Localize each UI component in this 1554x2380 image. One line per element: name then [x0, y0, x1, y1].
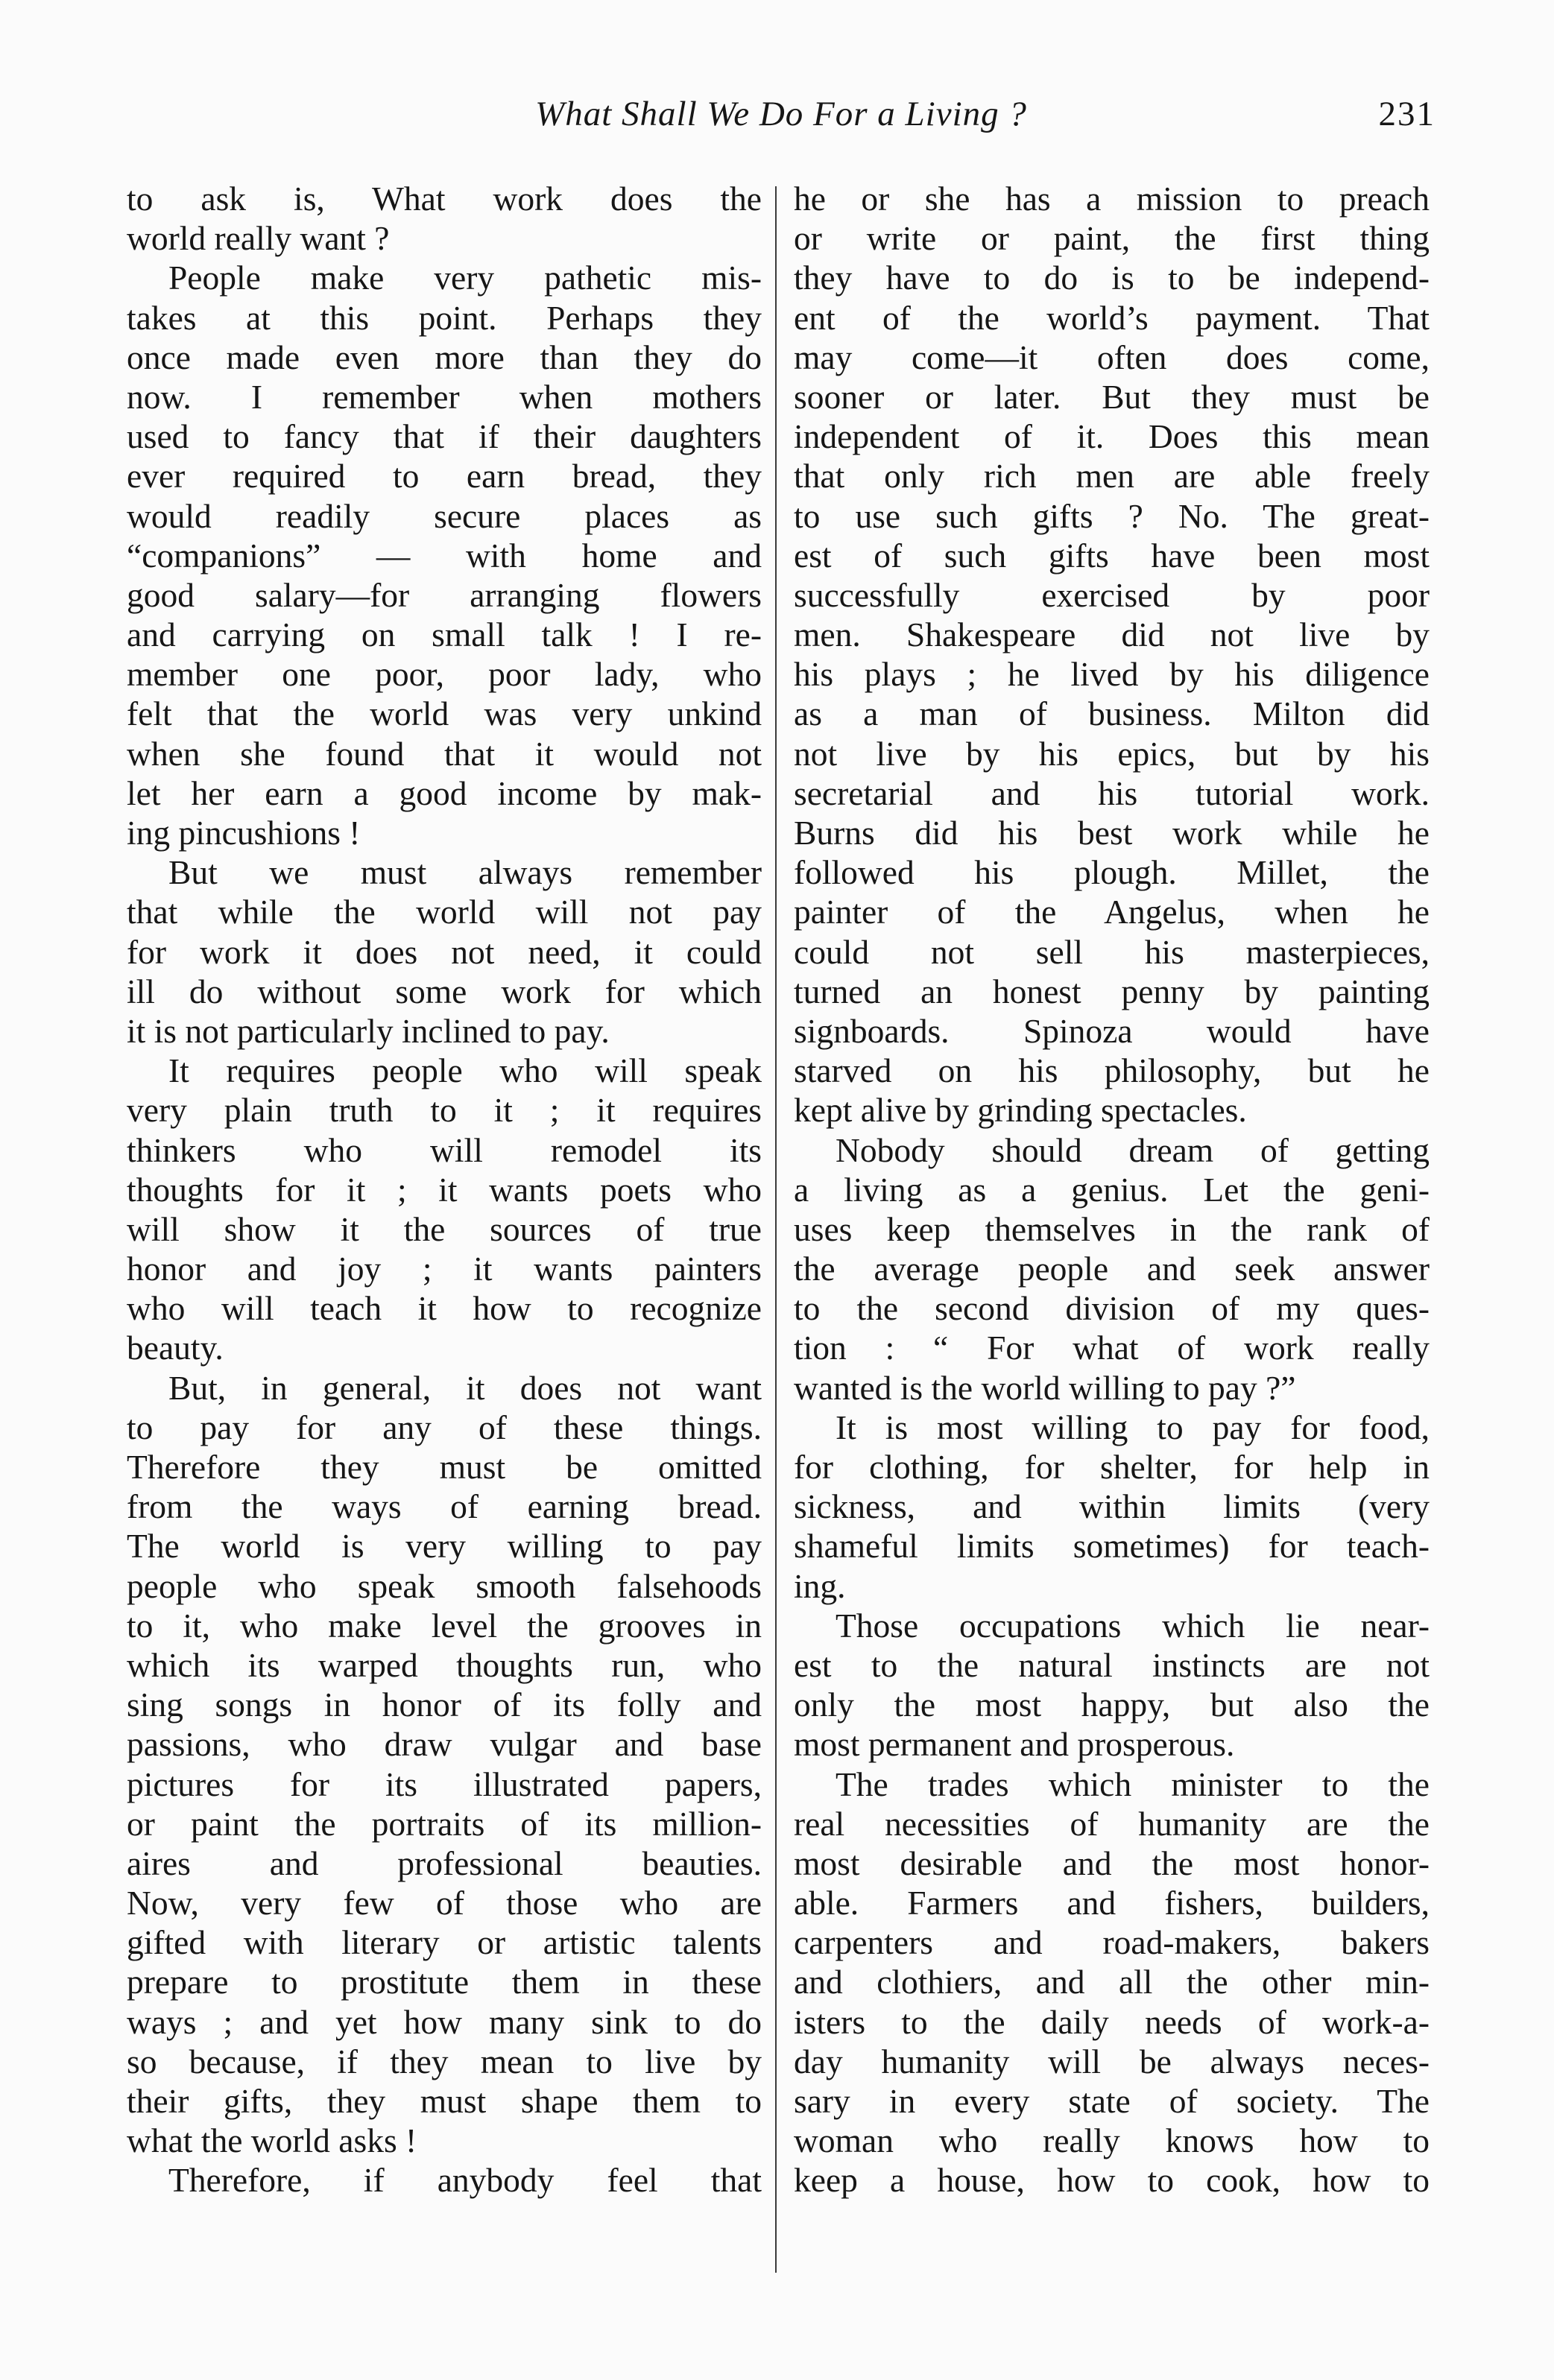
text-line: isters to the daily needs of work-a-	[794, 2002, 1430, 2041]
text-line: ever required to earn bread, they	[127, 457, 762, 496]
text-line: passions, who draw vulgar and base	[127, 1725, 762, 1764]
text-line: very plain truth to it ; it requires	[127, 1091, 762, 1130]
text-line: It is most willing to pay for food,	[836, 1408, 1430, 1446]
text-line: the average people and seek answer	[794, 1250, 1430, 1288]
text-line: keep a house, how to cook, how to	[794, 2161, 1430, 2200]
text-line: sooner or later. But they must be	[794, 377, 1430, 416]
text-line: what the world asks !	[127, 2121, 417, 2160]
text-line: who will teach it how to recognize	[127, 1289, 762, 1328]
text-line: followed his plough. Millet, the	[794, 853, 1430, 892]
text-line: successfully exercised by poor	[794, 575, 1430, 614]
text-line: would readily secure places as	[127, 496, 762, 535]
text-line: able. Farmers and fishers, builders,	[794, 1884, 1430, 1922]
text-line: Now, very few of those who are	[127, 1884, 762, 1922]
text-line: tion : “ For what of work really	[794, 1329, 1430, 1367]
text-line: uses keep themselves in the rank of	[794, 1209, 1430, 1248]
text-line: or paint the portraits of its million-	[127, 1804, 762, 1843]
text-line: which its warped thoughts run, who	[127, 1645, 762, 1684]
text-line: carpenters and road-makers, bakers	[794, 1923, 1430, 1962]
text-line: Burns did his best work while he	[794, 814, 1430, 852]
text-line: real necessities of humanity are the	[794, 1804, 1430, 1843]
text-line: gifted with literary or artistic talents	[127, 1923, 762, 1962]
page-title: What Shall We Do For a Living ?	[535, 95, 1027, 133]
text-line: thinkers who will remodel its	[127, 1130, 762, 1169]
text-line: could not sell his masterpieces,	[794, 932, 1430, 971]
text-line: to the second division of my ques-	[794, 1289, 1430, 1328]
text-line: turned an honest penny by painting	[794, 972, 1430, 1010]
text-line: that only rich men are able freely	[794, 457, 1430, 496]
text-line: Nobody should dream of getting	[836, 1130, 1430, 1169]
text-line: let her earn a good income by mak-	[127, 773, 762, 812]
text-line: as a man of business. Milton did	[794, 694, 1430, 733]
text-line: their gifts, they must shape them to	[127, 2082, 762, 2120]
text-line: The world is very willing to pay	[127, 1527, 762, 1566]
text-line: pictures for its illustrated papers,	[127, 1765, 762, 1803]
text-line: for work it does not need, it could	[127, 932, 762, 971]
text-line: honor and joy ; it wants painters	[127, 1250, 762, 1288]
text-line: when she found that it would not	[127, 734, 762, 773]
page-number: 231	[1378, 95, 1435, 133]
text-line: felt that the world was very unkind	[127, 694, 762, 733]
text-line: woman who really knows how to	[794, 2121, 1430, 2160]
text-line: world really want ?	[127, 219, 390, 258]
text-line: to pay for any of these things.	[127, 1408, 762, 1446]
text-line: they have to do is to be independ-	[794, 259, 1430, 297]
text-line: ing pincushions !	[127, 814, 361, 852]
text-line: men. Shakespeare did not live by	[794, 615, 1430, 654]
text-line: starved on his philosophy, but he	[794, 1051, 1430, 1090]
text-line: beauty.	[127, 1329, 224, 1367]
right-column	[794, 179, 1430, 2200]
text-line: shameful limits sometimes) for teach-	[794, 1527, 1430, 1566]
text-line: so because, if they mean to live by	[127, 2042, 762, 2080]
text-line: and clothiers, and all the other min-	[794, 1963, 1430, 2001]
text-line: est to the natural instincts are not	[794, 1645, 1430, 1684]
text-line: Therefore they must be omitted	[127, 1448, 762, 1486]
text-line: most permanent and prosperous.	[794, 1725, 1235, 1764]
text-line: will show it the sources of true	[127, 1209, 762, 1248]
text-line: used to fancy that if their daughters	[127, 417, 762, 456]
text-line: a living as a genius. Let the geni-	[794, 1170, 1430, 1209]
text-line: day humanity will be always neces-	[794, 2042, 1430, 2080]
text-line: takes at this point. Perhaps they	[127, 298, 762, 337]
text-line: ill do without some work for which	[127, 972, 762, 1010]
text-line: or write or paint, the first thing	[794, 219, 1430, 258]
text-line: aires and professional beauties.	[127, 1843, 762, 1882]
text-line: Those occupations which lie near-	[836, 1606, 1430, 1645]
text-line: It requires people who will speak	[168, 1051, 762, 1090]
running-head	[127, 88, 1435, 140]
text-line: sary in every state of society. The	[794, 2082, 1430, 2120]
text-line: he or she has a mission to preach	[794, 180, 1430, 218]
text-line: But we must always remember	[168, 853, 762, 892]
text-line: that while the world will not pay	[127, 893, 762, 931]
text-line: Therefore, if anybody feel that	[168, 2161, 762, 2200]
text-line: prepare to prostitute them in these	[127, 1963, 762, 2001]
text-line: painter of the Angelus, when he	[794, 893, 1430, 931]
text-line: signboards. Spinoza would have	[794, 1011, 1430, 1050]
text-line: People make very pathetic mis-	[168, 259, 762, 297]
text-line: not live by his epics, but by his	[794, 734, 1430, 773]
text-line: may come—it often does come,	[794, 338, 1430, 376]
text-line: est of such gifts have been most	[794, 536, 1430, 575]
text-line: only the most happy, but also the	[794, 1686, 1430, 1724]
text-line: member one poor, poor lady, who	[127, 655, 762, 694]
text-line: But, in general, it does not want	[168, 1368, 762, 1407]
text-line: ing.	[794, 1566, 846, 1605]
text-line: most desirable and the most honor-	[794, 1843, 1430, 1882]
text-line: it is not particularly inclined to pay.	[127, 1011, 610, 1050]
text-line: people who speak smooth falsehoods	[127, 1566, 762, 1605]
text-line: to it, who make level the grooves in	[127, 1606, 762, 1645]
left-column	[127, 179, 762, 2200]
text-line: and carrying on small talk ! I re-	[127, 615, 762, 654]
text-line: The trades which minister to the	[836, 1765, 1430, 1803]
text-line: wanted is the world willing to pay ?”	[794, 1368, 1296, 1407]
text-line: ent of the world’s payment. That	[794, 298, 1430, 337]
text-line: thoughts for it ; it wants poets who	[127, 1170, 762, 1209]
text-line: independent of it. Does this mean	[794, 417, 1430, 456]
text-line: sickness, and within limits (very	[794, 1487, 1430, 1526]
text-line: secretarial and his tutorial work.	[794, 773, 1430, 812]
text-line: ways ; and yet how many sink to do	[127, 2002, 762, 2041]
text-line: now. I remember when mothers	[127, 377, 762, 416]
text-line: sing songs in honor of its folly and	[127, 1686, 762, 1724]
text-line: for clothing, for shelter, for help in	[794, 1448, 1430, 1486]
text-line: good salary—for arranging flowers	[127, 575, 762, 614]
column-divider	[775, 186, 777, 2273]
text-line: kept alive by grinding spectacles.	[794, 1091, 1247, 1130]
text-line: to use such gifts ? No. The great-	[794, 496, 1430, 535]
text-line: his plays ; he lived by his diligence	[794, 655, 1430, 694]
text-line: from the ways of earning bread.	[127, 1487, 762, 1526]
text-line: once made even more than they do	[127, 338, 762, 376]
text-line: “companions” — with home and	[127, 536, 762, 575]
text-line: to ask is, What work does the	[127, 180, 762, 218]
